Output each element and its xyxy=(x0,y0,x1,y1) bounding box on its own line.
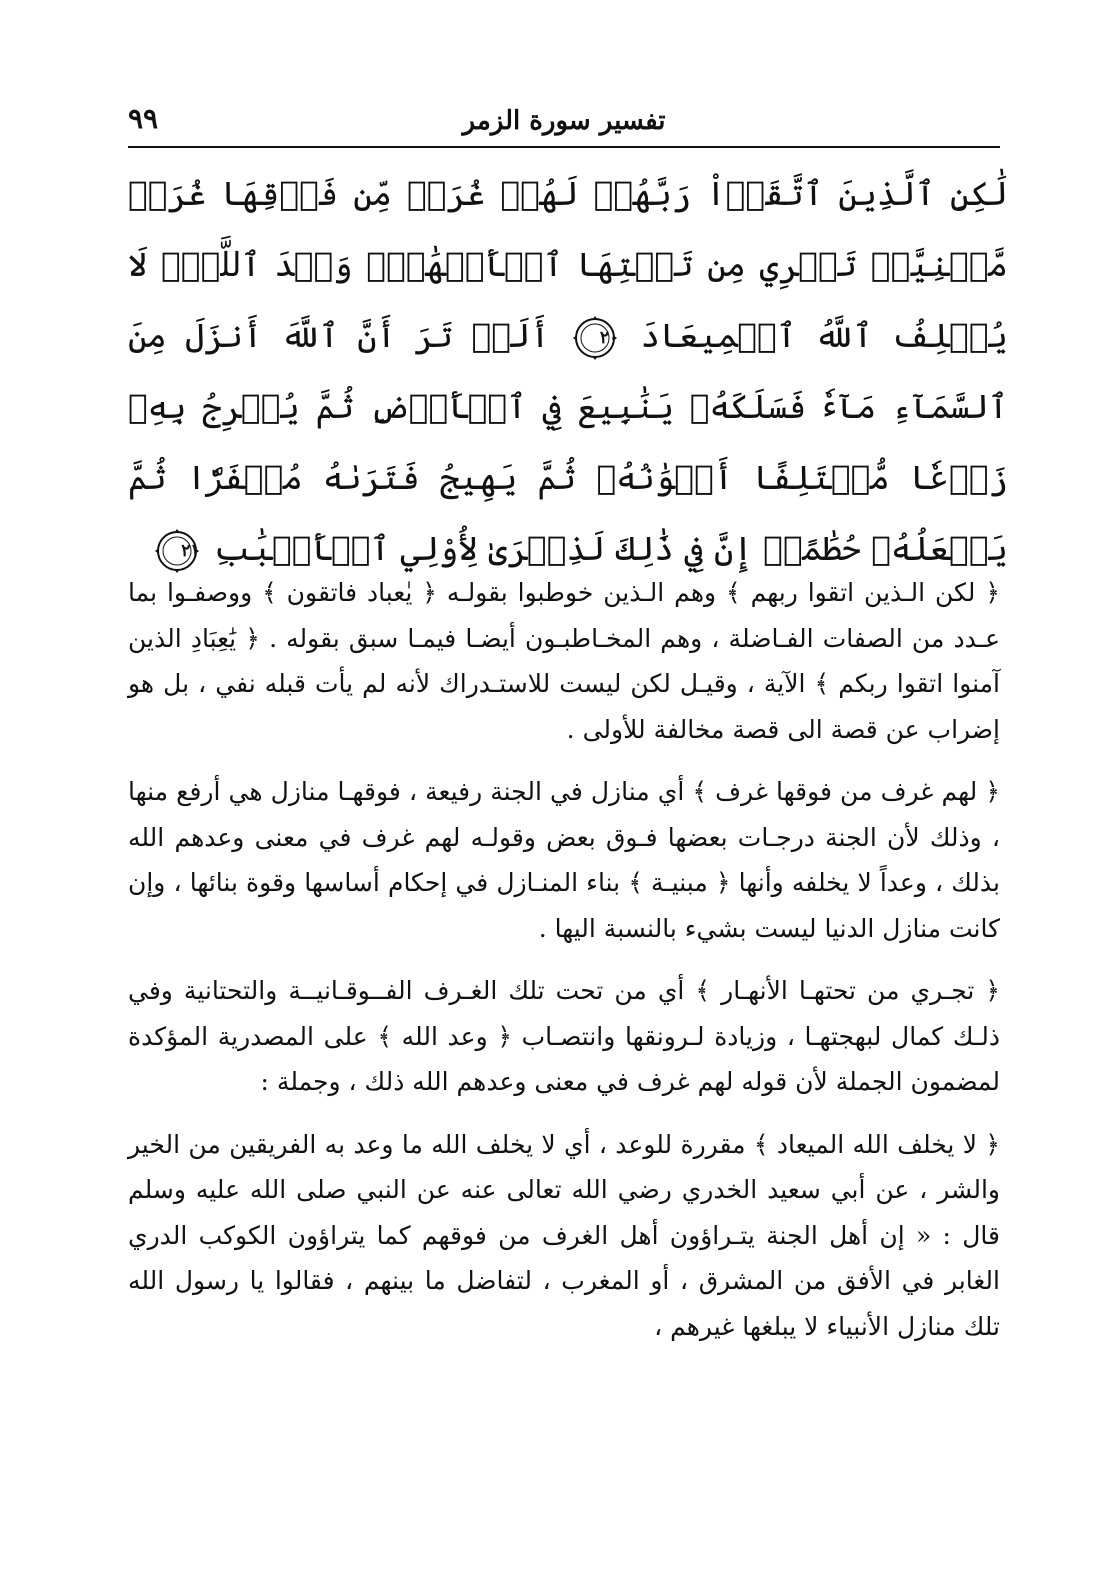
header-divider xyxy=(128,146,1000,148)
commentary-paragraph: ﴿ لهم غرف من فوقها غرف ﴾ أي منازل في الجنة رفيعة ، فوقهـا منازل هي أرفع منها ، وذلك لأن الجنة درجـات بعضها فـوق بعض وقولـه لهم غرف في معنى وعدهم الله بذلك ، وعداً لا يخلفه وأنها ﴿ مبنيـة ﴾ بناء المنـازل في إحكام أساسها وقوة بنائها ، وإن كانت منازل الدنيا ليست بشيء بالنسبة اليها . xyxy=(128,777,1000,943)
commentary-paragraph: ﴿ لا يخلف الله الميعاد ﴾ مقررة للوعد ، أي لا يخلف الله ما وعد به الفريقين من الخير والشر ، عن أبي سعيد الخدري رضي الله تعالى عنه عن النبي صلى الله عليه وسلم قال : « إن أهل الجنة يتـراؤون أهل الغرف من فوقهم كما يتراؤون الكوكب الدري الغابر في الأفق من المشرق ، أو المغرب ، لتفاضل ما بينهم ، فقالوا يا رسول الله تلك منازل الأنبياء لا يبلغها غيرهم ، xyxy=(128,1129,1000,1341)
page-header xyxy=(128,100,1000,144)
verse-number: ٢٠ xyxy=(599,328,619,348)
page-number: ٩٩ xyxy=(128,102,159,135)
verse-number: ٢١ xyxy=(181,541,200,561)
verse-text-31: أَلَمۡ تَرَ أَنَّ ٱللَّهَ أَنزَلَ مِنَ ٱلسَّمَآءِ مَآءٗ فَسَلَكَهُۥ يَنَٰبِيعَ فِي ٱلۡأَرۡضِ ثُمَّ يُخۡرِجُ بِهِۦ زَرۡعٗا مُّخۡتَلِفًا أَلۡوَٰنُهُۥ ثُمَّ يَهِيجُ فَتَرَىٰهُ مُصۡفَرّٗا ثُمَّ يَجۡعَلُهُۥ حُطَٰمًاۚ إِنَّ فِي ذَٰلِكَ لَذِكۡرَىٰ لِأُوْلِي ٱلۡأَلۡبَٰبِ xyxy=(128,316,1008,568)
verse-end-marker-icon xyxy=(572,315,618,361)
verse-text-30: لَٰكِنِ ٱلَّذِينَ ٱتَّقَوۡاْ رَبَّهُمۡ لَهُمۡ غُرَفٞ مِّن فَوۡقِهَا غُرَفٞ مَّبۡنِيَّةٞ تَجۡرِي مِن تَحۡتِهَا ٱلۡأَنۡهَٰرُۖ وَعۡدَ ٱللَّهِۖ لَا يُخۡلِفُ ٱللَّهُ ٱلۡمِيعَادَ xyxy=(128,174,1008,355)
quran-verses xyxy=(128,158,1008,584)
verse-end-marker-icon xyxy=(154,528,200,574)
page-title: تفسير سورة الزمر xyxy=(462,106,666,136)
commentary-body xyxy=(128,570,1000,1366)
commentary-paragraph: ﴿ تجـري من تحتهـا الأنهـار ﴾ أي من تحت تلك الغـرف الفــوقـانيــة والتحتانية وفي ذلـك كمال لبهجتهـا ، وزيادة لـرونقها وانتصـاب ﴿ وعد الله ﴾ على المصدرية المؤكدة لمضمون الجملة لأن قوله لهم غرف في معنى وعدهم الله ذلك ، وجملة : xyxy=(128,976,1000,1096)
commentary-paragraph: ﴿ لكن الـذين اتقوا ربهم ﴾ وهم الـذين خوطبوا بقولـه ﴿ يٰعباد فاتقون ﴾ ووصفـوا بما عـدد من الصفات الفـاضلة ، وهم المخـاطبـون أيضـا فيمـا سبق بقوله . ﴿ يَٰعِبَادِ الذين آمنوا اتقوا ربكم ﴾ الآية ، وقيـل لكن ليست للاستـدراك لأنه لم يأت قبله نفي ، بل هو إضراب عن قصة الى قصة مخالفة للأولى . xyxy=(128,578,1000,744)
